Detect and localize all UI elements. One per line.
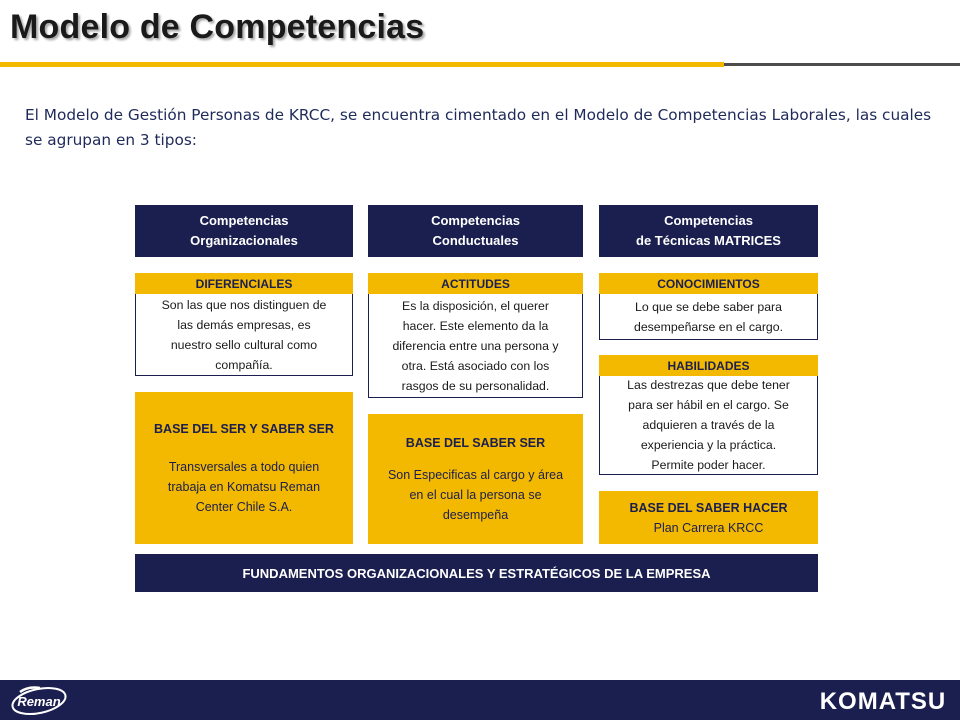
komatsu-logo-text: KOMATSU [819,688,947,712]
desc-line: hacer. Este elemento da la [402,318,549,333]
title-underline-gray [724,63,960,66]
header-line-1: Competencias [199,213,289,228]
base-line: en el cual la persona se [409,488,542,502]
desc-line: Es la disposición, el querer [402,298,549,313]
desc-line: Son las que nos distinguen de [161,297,327,312]
intro-text: El Modelo de Gestión Personas de KRCC, se encuentra cimentado en el Modelo de Competencias Laborales, las cuales se agrupan en 3 tipos: [25,106,932,149]
foundation-bar [135,554,818,592]
base-title: BASE DEL SABER HACER [629,500,788,515]
title-underline-gold [0,62,724,67]
reman-logo [8,684,70,717]
desc-line: Lo que se debe saber para [635,299,782,314]
desc-line: diferencia entre una persona y [392,338,559,353]
base-line: Son Especificas al cargo y área [387,468,564,482]
desc-habilidades [599,376,818,475]
base-line: trabaja en Komatsu Reman [167,480,321,494]
base-line: Transversales a todo quien [168,460,320,474]
desc-line: Permite poder hacer. [651,458,766,472]
desc-line: rasgos de su personalidad. [401,378,550,393]
header-conductuales [368,205,583,257]
desc-line: Las destrezas que debe tener [627,378,790,392]
desc-line: para ser hábil en el cargo. Se [628,398,789,412]
header-tecnicas [599,205,818,257]
tag-habilidades: HABILIDADES [599,355,818,376]
foundation-text: FUNDAMENTOS ORGANIZACIONALES Y ESTRATÉGICOS DE LA EMPRESA [242,565,711,581]
komatsu-logo [818,688,948,717]
desc-line: otra. Está asociado con los [401,358,550,373]
base-title: BASE DEL SER Y SABER SER [154,422,334,436]
header-line-1: Competencias [431,213,520,228]
desc-line: compañía. [215,357,273,372]
header-line-2: Organizacionales [190,233,298,248]
tag-diferenciales: DIFERENCIALES [135,273,353,294]
desc-actitudes [368,294,583,398]
base-ser-saber-ser [135,392,353,544]
desc-line: desempeñarse en el cargo. [633,319,784,334]
tag-actitudes: ACTITUDES [368,273,583,294]
base-saber-ser [368,414,583,544]
header-line-1: Competencias [664,213,753,228]
komatsu-logo-graphic [818,688,948,712]
desc-conocimientos [599,294,818,340]
base-saber-hacer [599,491,818,544]
desc-line: adquieren a través de la [642,418,775,432]
page-title: Modelo de Competencias [10,8,425,46]
desc-line: nuestro sello cultural como [170,337,318,352]
desc-line: experiencia y la práctica. [640,438,777,452]
base-line: Plan Carrera KRCC [653,520,764,535]
header-organizacionales [135,205,353,257]
base-line: Center Chile S.A. [195,500,293,514]
header-line-2: de Técnicas MATRICES [636,233,781,248]
footer-bar [0,680,960,720]
reman-logo-text: Reman [17,694,61,709]
desc-line: las demás empresas, es [177,317,311,332]
header-line-2: Conductuales [432,233,519,248]
desc-diferenciales [135,294,353,376]
reman-logo-graphic [8,684,70,717]
base-title: BASE DEL SABER SER [405,436,546,450]
tag-conocimientos: CONOCIMIENTOS [599,273,818,294]
base-line: desempeña [442,508,509,522]
